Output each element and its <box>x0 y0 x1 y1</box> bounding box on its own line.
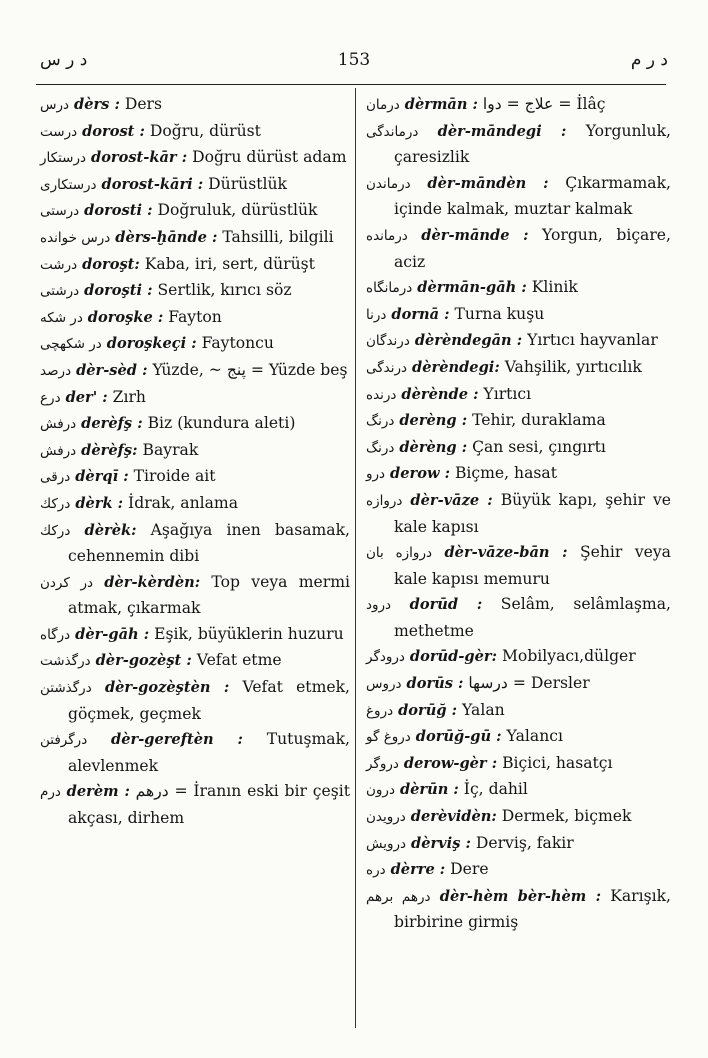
entry-transliteration: doroşt: <box>82 255 140 273</box>
entry-transliteration: derèvidèn: <box>410 808 497 826</box>
header-rule <box>36 84 666 85</box>
entry-transliteration: dèrk : <box>75 494 124 512</box>
entry-transliteration: dorūğ : <box>398 701 457 719</box>
column-divider <box>355 88 356 1028</box>
entry-definition: Yırtıcı hayvanlar <box>527 331 658 350</box>
entry-definition: Biz (kundura aleti) <box>147 414 296 433</box>
entry-transliteration: dorūs : <box>406 675 464 693</box>
entry-transliteration: derèng : <box>399 412 468 430</box>
entry-persian-word: درگذشتن <box>40 680 92 697</box>
entry-definition: Doğru dürüst adam <box>192 148 347 167</box>
entry-persian-word: درود <box>366 597 392 614</box>
header-right-letters: د ر م <box>630 50 668 70</box>
entry-definition: Mobilyacı,dülger <box>501 647 636 666</box>
entry-definition: Turna kuşu <box>454 304 545 323</box>
entry-definition: Yırtıcı <box>483 384 532 403</box>
entry-persian-word: در شكه <box>40 309 83 326</box>
dictionary-entry <box>366 302 671 329</box>
dictionary-entry <box>40 491 350 518</box>
entry-persian-word: درويش <box>366 835 407 852</box>
entry-transliteration: dorūd : <box>409 596 483 614</box>
entry-transliteration: der' : <box>65 388 108 406</box>
dictionary-entry <box>40 172 350 199</box>
right-column <box>366 92 671 936</box>
entry-definition: Derviş, fakir <box>475 833 574 852</box>
entry-definition: Biçici, hasatçı <box>502 753 613 772</box>
dictionary-entry <box>366 355 671 382</box>
entry-transliteration: dorosti : <box>84 202 153 220</box>
entry-persian-word: درهم برهم <box>366 888 431 905</box>
dictionary-entry <box>40 145 350 172</box>
entry-transliteration: dèrviş : <box>411 834 471 852</box>
entry-transliteration: dèr-sèd : <box>76 361 148 379</box>
entry-persian-word: درماندە <box>366 227 408 244</box>
entry-transliteration: dorūğ-gū : <box>415 728 502 746</box>
dictionary-entry <box>40 570 350 622</box>
entry-persian-word: درودگر <box>366 649 405 666</box>
entry-persian-word: درس <box>40 97 70 113</box>
left-column <box>40 92 350 832</box>
entry-definition: Yalancı <box>506 727 563 746</box>
entry-persian-word: درماندن <box>366 175 411 192</box>
entry-transliteration: dornā : <box>391 305 450 323</box>
entry-persian-word: درست <box>40 123 78 140</box>
entry-persian-word: درنا <box>366 306 387 323</box>
entry-definition: Tahsilli, bilgili <box>222 227 334 246</box>
entry-definition: علاج = دوا = İlâç <box>482 95 606 113</box>
dictionary-entry <box>366 328 671 355</box>
entry-persian-word: دروازە بان <box>366 545 432 562</box>
entry-persian-word: درگاه <box>40 626 71 643</box>
entry-definition: Eşik, büyüklerin huzuru <box>154 624 344 643</box>
dictionary-entry <box>366 724 671 751</box>
entry-transliteration: derow : <box>390 465 450 483</box>
dictionary-entry <box>366 223 671 275</box>
entry-transliteration: doroşti : <box>84 282 153 300</box>
entry-persian-word: درندگى <box>366 359 408 376</box>
dictionary-entry <box>366 884 671 936</box>
entry-persian-word: درە <box>366 862 386 879</box>
entry-definition: Tiroide ait <box>133 467 216 486</box>
entry-transliteration: dèrqī : <box>75 468 129 486</box>
entry-transliteration: dèr-gozèşt : <box>95 652 192 670</box>
entry-transliteration: dèrèndegān : <box>414 332 523 350</box>
entry-definition: Faytoncu <box>201 334 274 353</box>
entry-transliteration: dorost : <box>82 122 145 140</box>
dictionary-entry <box>40 198 350 225</box>
entry-persian-word: درستكار <box>40 150 87 167</box>
entry-transliteration: dèrs-ḫānde : <box>115 228 218 246</box>
entry-persian-word: دروس <box>366 676 402 693</box>
entry-definition: Büyük kapı, şehir ve kale kapısı <box>394 490 671 536</box>
entry-persian-word: درويدن <box>366 809 406 826</box>
dictionary-entry <box>40 305 350 332</box>
entry-definition: Yalan <box>461 700 505 719</box>
entry-definition: Biçme, hasat <box>454 464 557 483</box>
dictionary-entry <box>366 435 671 462</box>
entry-definition: Dermek, biçmek <box>501 807 632 826</box>
entry-definition: İç, dahil <box>463 780 528 799</box>
entry-persian-word: درمان <box>366 97 400 113</box>
entry-persian-word: درصد <box>40 362 72 379</box>
entry-definition: Doğru, dürüst <box>149 121 261 140</box>
entry-transliteration: dèr-gozèştèn : <box>104 679 230 697</box>
entry-definition: Vahşilik, yırtıcılık <box>504 357 642 376</box>
dictionary-entry <box>40 252 350 279</box>
dictionary-entry <box>40 518 350 570</box>
dictionary-entry <box>366 171 671 223</box>
entry-persian-word: درفش <box>40 442 77 459</box>
entry-transliteration: dèrèng : <box>399 438 468 456</box>
entry-transliteration: dèrre : <box>390 861 446 879</box>
entry-transliteration: derèfş : <box>81 415 143 433</box>
dictionary-entry <box>40 464 350 491</box>
dictionary-entry <box>40 438 350 465</box>
page-number: 153 <box>337 50 371 70</box>
dictionary-entry <box>366 751 671 778</box>
entry-persian-word: درس خواندە <box>40 229 111 246</box>
entry-transliteration: doroşke : <box>87 308 164 326</box>
entry-transliteration: dèrènde : <box>401 385 479 403</box>
entry-definition: Bayrak <box>142 440 199 459</box>
entry-persian-word: درع <box>40 389 61 406</box>
dictionary-entry <box>366 488 671 540</box>
dictionary-entry <box>366 275 671 302</box>
entry-definition: Sertlik, kırıcı söz <box>157 281 292 300</box>
entry-definition: Ders <box>124 95 163 113</box>
dictionary-entry <box>40 92 350 119</box>
dictionary-entry <box>366 408 671 435</box>
dictionary-entry <box>40 411 350 438</box>
entry-transliteration: dèr-mānde : <box>421 226 529 244</box>
entry-definition: Karışık, birbirine girmiş <box>394 886 671 932</box>
entry-definition: Klinik <box>531 278 578 297</box>
dictionary-entry <box>366 461 671 488</box>
entry-definition: Selâm, selâmlaşma, methetme <box>394 595 671 640</box>
entry-definition: Yorgunluk, çaresizlik <box>394 121 671 167</box>
entry-persian-word: دروغ گو <box>366 729 411 746</box>
dictionary-entry <box>40 385 350 412</box>
dictionary-entry <box>366 777 671 804</box>
entry-persian-word: درشتى <box>40 283 80 300</box>
entry-definition: Vefat etmek, göçmek, geçmek <box>68 678 350 723</box>
entry-persian-word: درمانگاه <box>366 280 413 297</box>
entry-definition: Doğruluk, dürüstlük <box>157 201 318 220</box>
dictionary-entry <box>366 671 671 698</box>
entry-transliteration: dèr-vāze-bān : <box>444 544 568 562</box>
dictionary-entry <box>40 119 350 146</box>
header-left-letters: د ر س <box>40 50 88 70</box>
entry-definition: Çıkarmamak, içinde kalmak, muztar kalmak <box>394 173 671 219</box>
entry-definition: درهم = İranın eski bir çeşit akçası, dirhem <box>68 782 350 828</box>
entry-persian-word: درقى <box>40 469 71 486</box>
entry-transliteration: dèr-māndèn : <box>427 174 549 192</box>
entry-persian-word: درماندگى <box>366 123 419 140</box>
entry-transliteration: dèr-gāh : <box>75 625 150 643</box>
entry-definition: İdrak, anlama <box>128 493 239 512</box>
entry-persian-word: درنگ <box>366 413 395 430</box>
dictionary-entry <box>40 225 350 252</box>
entry-transliteration: dèr-māndegi : <box>437 122 567 140</box>
entry-transliteration: dèr-hèm bèr-hèm : <box>439 887 601 905</box>
entry-persian-word: درشت <box>40 256 78 273</box>
entry-transliteration: doroşkeçi : <box>106 335 197 353</box>
entry-definition: Çan sesi, çıngırtı <box>472 437 606 456</box>
entry-definition: Fayton <box>168 307 222 326</box>
dictionary-entry <box>366 857 671 884</box>
entry-definition: Tutuşmak, alevlenmek <box>68 730 350 775</box>
dictionary-entry <box>366 592 671 644</box>
dictionary-entry <box>366 804 671 831</box>
entry-definition: Yüzde, ~ پنج = Yüzde beş <box>152 360 348 379</box>
entry-persian-word: درنگ <box>366 439 395 456</box>
entry-transliteration: dèrmān : <box>404 96 478 113</box>
entry-persian-word: درندە <box>366 386 397 403</box>
dictionary-entry <box>40 779 350 831</box>
entry-transliteration: dèrs : <box>73 96 120 113</box>
entry-transliteration: dèr-kèrdèn: <box>104 573 201 591</box>
dictionary-entry <box>40 675 350 727</box>
entry-persian-word: دركك <box>40 522 71 539</box>
entry-definition: Yorgun, biçare, aciz <box>394 225 671 271</box>
entry-transliteration: derow-gèr : <box>403 754 498 772</box>
entry-definition: Vefat etme <box>196 651 282 670</box>
entry-persian-word: درفش <box>40 416 77 433</box>
entry-persian-word: درگرفتن <box>40 732 88 749</box>
entry-transliteration: dorūd-gèr: <box>409 648 497 666</box>
entry-transliteration: dèrèndegi: <box>412 358 500 376</box>
entry-transliteration: dèrmān-gāh : <box>417 279 527 297</box>
dictionary-entry <box>40 358 350 385</box>
entry-transliteration: dèrūn : <box>399 781 459 799</box>
entry-persian-word: درون <box>366 782 395 799</box>
entry-persian-word: درم <box>40 784 61 801</box>
dictionary-entry <box>366 831 671 858</box>
entry-persian-word: درستكارى <box>40 176 97 193</box>
entry-persian-word: درگذشت <box>40 653 91 670</box>
entry-definition: درسها = Dersler <box>468 674 590 693</box>
dictionary-entry <box>366 540 671 592</box>
entry-definition: Top veya mermi atmak, çıkarmak <box>68 572 350 618</box>
entry-persian-word: دروگر <box>366 755 399 772</box>
dictionary-entry <box>40 278 350 305</box>
dictionary-entry <box>366 644 671 671</box>
dictionary-entry <box>40 648 350 675</box>
entry-persian-word: درندگان <box>366 333 410 350</box>
entry-persian-word: دروغ <box>366 702 394 719</box>
entry-transliteration: dèr-vāze : <box>410 491 493 509</box>
dictionary-entry <box>40 331 350 358</box>
dictionary-entry <box>366 698 671 725</box>
dictionary-entry <box>366 382 671 409</box>
entry-persian-word: دروازە <box>366 492 403 509</box>
entry-transliteration: dèrèk: <box>84 521 137 539</box>
entry-definition: Dere <box>450 860 489 879</box>
entry-definition: Tehir, duraklama <box>472 411 606 430</box>
entry-definition: Zırh <box>112 387 146 406</box>
entry-transliteration: derèm : <box>66 783 130 801</box>
entry-definition: Kaba, iri, sert, dürüşt <box>144 254 315 273</box>
entry-definition: Şehir veya kale kapısı memuru <box>394 543 671 588</box>
entry-transliteration: dorost-kāri : <box>101 175 204 193</box>
entry-persian-word: در كردن <box>40 574 93 591</box>
entry-persian-word: در شكهچى <box>40 336 102 353</box>
page-header <box>0 50 708 74</box>
entry-persian-word: دركك <box>40 495 71 512</box>
dictionary-entry <box>40 727 350 779</box>
dictionary-entry <box>366 119 671 171</box>
entry-transliteration: dèrèfş: <box>81 441 138 459</box>
entry-definition: Aşağıya inen basamak, cehennemin dibi <box>68 520 350 566</box>
entry-transliteration: dèr-gereftèn : <box>111 731 243 749</box>
entry-persian-word: درستى <box>40 203 80 220</box>
entry-transliteration: dorost-kār : <box>90 149 188 167</box>
dictionary-entry <box>366 92 671 119</box>
entry-definition: Dürüstlük <box>208 174 287 193</box>
entry-persian-word: درو <box>366 466 386 483</box>
dictionary-entry <box>40 622 350 649</box>
